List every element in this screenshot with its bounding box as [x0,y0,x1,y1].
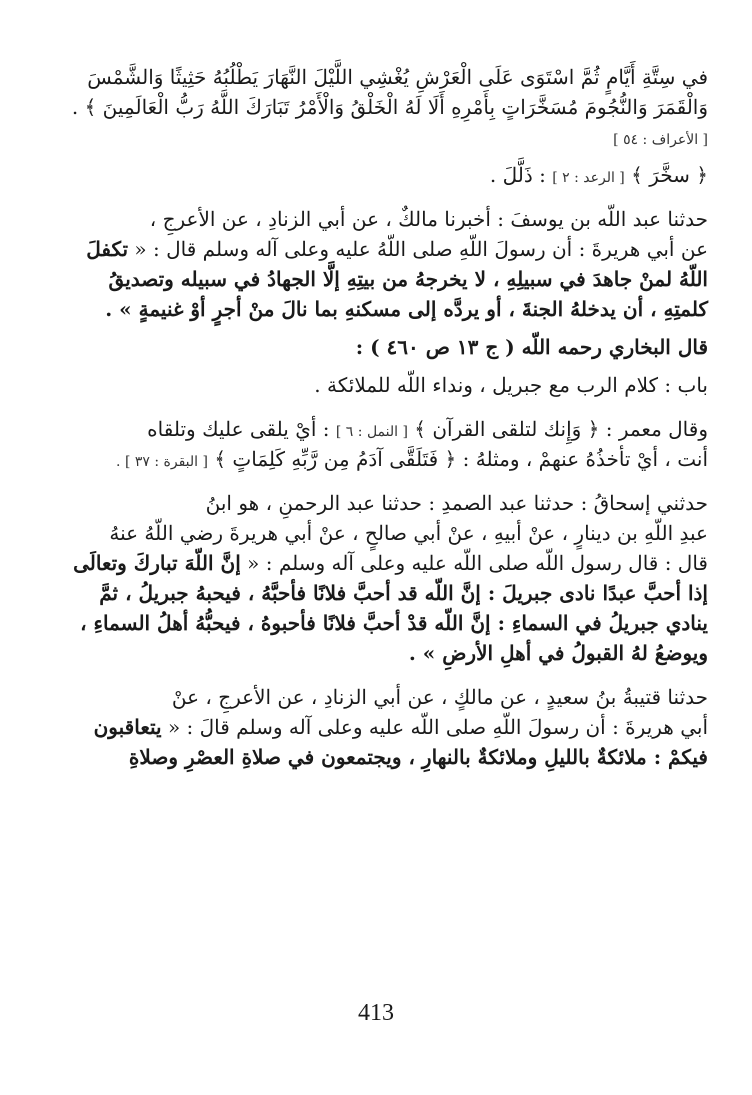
hadith2-line-3 [70,548,708,578]
hadith3-line-3: فيكمْ : ملائكةٌ بالليلِ وملائكةٌ بالنهارِ ، ويجتمعون في صلاةِ العصْرِ وصلاةِ [128,745,708,769]
gloss-meaning: : ذَلَّلَ . [489,163,546,187]
gloss-line [70,160,708,190]
gloss-word: ﴿ سخَّرَ ﴾ [631,163,708,187]
hadith2-line-4: إذا أحبَّ عبدًا نادى جبريلَ : إنَّ اللّه قد أحبَّ فلانًا فأحبَّهُ ، فيحبهُ جبريلُ ، ثمَّ [99,581,708,605]
hadith1-line-2 [70,234,708,264]
verse-reference [70,122,708,152]
hadith1-line-3: اللّهُ لمنْ جاهدَ في سبيلِهِ ، لا يخرجهُ من بيتِهِ إلَّا الجهادُ في سبيله وتصديقُ [108,267,708,291]
hadith2-line-5: ينادي جبريلُ في السماءِ : إنَّ اللّه قدْ أحبَّ فلانًا فأحبوهُ ، فيحبُّهُ أهلُ السماءِ ، [80,611,708,635]
hadith3-line-2-normal: أبي هريرةَ : أن رسولَ اللّهِ صلى اللّه عليه وعلى آله وسلم قالَ : « [167,715,708,739]
verse-line-2: وَالْقَمَرَ وَالنُّجُومَ مُسَخَّرَاتٍ بِأَمْرِهِ أَلَا لَهُ الْخَلْقُ وَالْأَمْرُ تَبَارَكَ اللَّهُ رَبُّ الْعَالَمِينَ ﴾ . [71,95,708,119]
muamar-line-1-b: : أيْ يلقى عليك وتلقاه [147,417,330,441]
chapter-title: باب : كلام الرب مع جبريل ، ونداء اللّه للملائكة . [314,373,708,397]
section-heading: قال البخاري رحمه اللّه ( ج ١٣ ص ٤٦٠ ) : [355,335,708,359]
hadith1-line-4: كلمتِهِ ، أن يدخلهُ الجنةَ ، أو يردَّه إلى مسكنهِ بما نالَ منْ أجرٍ أوْ غنيمةٍ » . [105,297,708,321]
muamar-line-1-ref: [ النمل : ٦ ] [335,424,408,440]
muamar-line-2-a: أنت ، أيْ تأخذُهُ عنهمْ ، ومثلهُ : ﴿ فَتَلَقَّى آدَمُ مِن رَّبِّهِ كَلِمَاتٍ ﴾ [214,447,708,471]
hadith2-line-2: عبدِ اللّهِ بن دينارٍ ، عنْ أبيهِ ، عنْ أبي صالحٍ ، عنْ أبي هريرةَ رضي اللّهُ عنهُ [109,521,708,545]
hadith2-line-3-bold: إنَّ اللّهَ تباركَ وتعالَى [73,551,241,575]
hadith2-line-6: ويوضعُ لهُ القبولُ في أهلِ الأرضِ » . [408,641,708,665]
hadith1-line-1: حدثنا عبد اللّه بن يوسفَ : أخبرنا مالكٌ ، عن أبي الزنادِ ، عن الأعرجِ ، [149,207,708,231]
muamar-line-1-a: وقال معمر : ﴿ وَإِنك لتلقى القرآن ﴾ [414,417,708,441]
muamar-line-2 [70,444,708,474]
verse-ref-text: [ الأعراف : ٥٤ ] [613,132,708,148]
hadith1-line-2-bold: تكفلَ [86,237,129,261]
page-number: 413 [358,1000,394,1026]
hadith3-line-2 [70,712,708,742]
gloss-ref: [ الرعد : ٢ ] [552,170,625,186]
hadith2-line-1: حدثني إسحاقُ : حدثنا عبد الصمدِ : حدثنا عبد الرحمنِ ، هو ابنُ [205,491,708,515]
muamar-line-1 [70,414,708,444]
hadith3-line-2-bold: يتعاقبون [93,715,162,739]
page-body [70,62,708,772]
muamar-line-2-ref: [ البقرة : ٣٧ ] . [116,454,208,470]
hadith1-line-2-normal: عن أبي هريرةَ : أن رسولَ اللّهِ صلى اللّهُ عليه وعلى آله وسلم قال : « [134,237,708,261]
verse-line-1: في سِتَّةِ أَيَّامٍ ثُمَّ اسْتَوَى عَلَى الْعَرْشِ يُغْشِي اللَّيْلَ النَّهَارَ يَطْلُبُهُ حَثِيثًا وَالشَّمْسَ [87,65,708,89]
hadith2-line-3-normal: قال : قال رسول اللّه صلى اللّه عليه وعلى آله وسلم : « [247,551,708,575]
hadith3-line-1: حدثنا قتيبةُ بنُ سعيدٍ ، عن مالكٍ ، عن أبي الزنادِ ، عن الأعرجِ ، عنْ [171,685,708,709]
